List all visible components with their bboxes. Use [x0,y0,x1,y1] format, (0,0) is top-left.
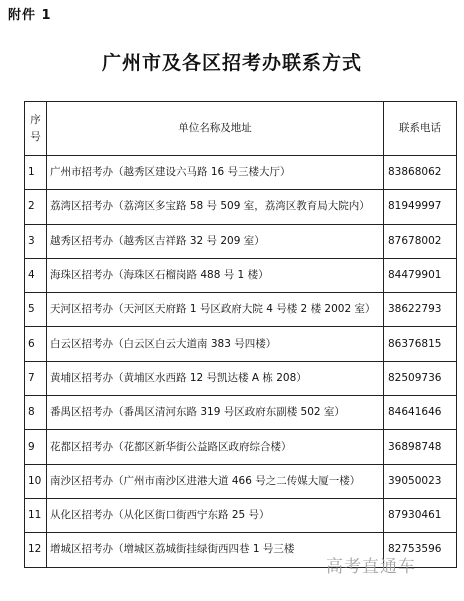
table-row [25,327,457,361]
cell-number: 4 [25,258,47,292]
watermark: 高考直通车 [326,557,416,577]
cell-phone: 82753596 [384,533,457,567]
cell-phone: 39050023 [384,464,457,498]
header-number [25,102,47,156]
cell-number: 7 [25,361,47,395]
cell-number: 5 [25,293,47,327]
cell-unit-name-address: 广州市招考办（越秀区建设六马路 16 号三楼大厅） [47,156,384,190]
cell-unit-name-address: 白云区招考办（白云区白云大道南 383 号四楼） [47,327,384,361]
cell-phone: 84479901 [384,258,457,292]
cell-unit-name-address: 从化区招考办（从化区街口街西宁东路 25 号） [47,498,384,532]
cell-number: 9 [25,430,47,464]
cell-unit-name-address: 番禺区招考办（番禺区清河东路 319 号区政府东副楼 502 室） [47,396,384,430]
table-row [25,396,457,430]
cell-unit-name-address: 黄埔区招考办（黄埔区水西路 12 号凯达楼 A 栋 208） [47,361,384,395]
cell-number: 6 [25,327,47,361]
cell-number: 12 [25,533,47,567]
cell-phone: 81949997 [384,190,457,224]
cell-phone: 84641646 [384,396,457,430]
cell-phone: 87678002 [384,224,457,258]
table-row [25,156,457,190]
cell-phone: 36898748 [384,430,457,464]
contact-table [24,101,457,568]
cell-phone: 87930461 [384,498,457,532]
header-unit-name-address: 单位名称及地址 [47,102,384,156]
cell-unit-name-address: 越秀区招考办（越秀区吉祥路 32 号 209 室） [47,224,384,258]
table-body [25,156,457,568]
table-row [25,361,457,395]
cell-phone: 82509736 [384,361,457,395]
cell-number: 3 [25,224,47,258]
header-number-line-1: 序 [30,113,41,126]
table-row [25,224,457,258]
cell-unit-name-address: 增城区招考办（增城区荔城街挂绿街西四巷 1 号三楼 [47,533,384,567]
header-number-line-2: 号 [30,130,41,143]
table-row [25,498,457,532]
table-row [25,190,457,224]
table-row [25,258,457,292]
table-row [25,430,457,464]
table-row [25,464,457,498]
cell-number: 10 [25,464,47,498]
cell-number: 8 [25,396,47,430]
cell-unit-name-address: 天河区招考办（天河区天府路 1 号区政府大院 4 号楼 2 楼 2002 室） [47,293,384,327]
cell-phone: 38622793 [384,293,457,327]
cell-unit-name-address: 荔湾区招考办（荔湾区多宝路 58 号 509 室，荔湾区教育局大院内） [47,190,384,224]
cell-number: 11 [25,498,47,532]
attachment-label: 附件 1 [8,8,52,23]
cell-unit-name-address: 花都区招考办（花都区新华街公益路区政府综合楼） [47,430,384,464]
cell-phone: 83868062 [384,156,457,190]
cell-unit-name-address: 南沙区招考办（广州市南沙区进港大道 466 号之二传媒大厦一楼） [47,464,384,498]
cell-unit-name-address: 海珠区招考办（海珠区石榴岗路 488 号 1 楼） [47,258,384,292]
page-title: 广州市及各区招考办联系方式 [101,52,362,74]
table-header-row [25,102,457,156]
cell-number: 2 [25,190,47,224]
cell-number: 1 [25,156,47,190]
header-phone: 联系电话 [384,102,457,156]
table-row [25,293,457,327]
cell-phone: 86376815 [384,327,457,361]
